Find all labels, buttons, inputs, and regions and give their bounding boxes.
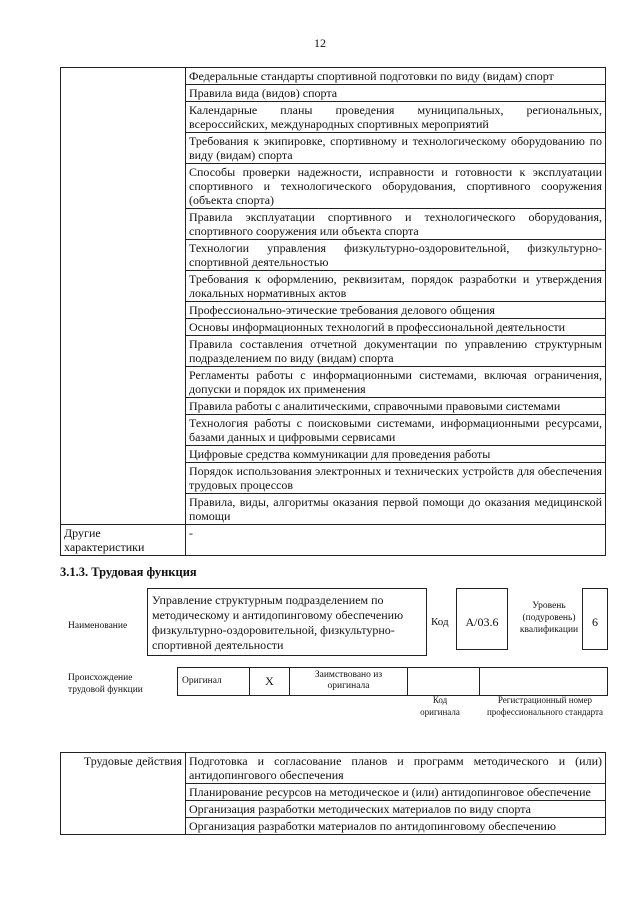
table-cell: Способы проверки надежности, исправности и готовности к эксплуатации спортивного и технологического оборудования, спортивного сооружения (объекта спорта) xyxy=(186,164,606,209)
function-name-label: Наименование xyxy=(68,621,128,631)
table-cell: Правила составления отчетной документации по управлению структурным подразделением по виду (видам) спорта xyxy=(186,336,606,367)
function-name-box: Управление структурным подразделением по методическому и антидопинговому обеспечению физкультурно-оздоровительной, физкультурно-спортивной деятельности xyxy=(147,588,427,656)
other-characteristics-value: - xyxy=(186,525,606,556)
other-characteristics-label: Другие характеристики xyxy=(61,525,186,556)
code-original-label: Код оригинала xyxy=(420,695,460,717)
origin-code-cell xyxy=(408,668,480,696)
code-label: Код xyxy=(431,616,449,628)
knowledge-table xyxy=(60,67,606,556)
table-cell: Правила работы с аналитическими, справочными правовыми системами xyxy=(186,398,606,415)
code-box: A/03.6 xyxy=(456,588,508,650)
table-cell: Регламенты работы с информационными системами, включая ограничения, допуски и порядок их применения xyxy=(186,367,606,398)
reg-number-label: Регистрационный номер профессионального стандарта xyxy=(486,695,604,717)
table-row xyxy=(178,668,608,696)
table-cell: Требования к экипировке, спортивному и технологическому оборудованию по виду (видам) спорта xyxy=(186,133,606,164)
knowledge-label-cell xyxy=(61,68,186,525)
table-cell: Правила эксплуатации спортивного и технологического оборудования, спортивного сооружения или объекта спорта xyxy=(186,209,606,240)
table-row xyxy=(61,68,606,85)
table-cell: Правила, виды, алгоритмы оказания первой помощи до оказания медицинской помощи xyxy=(186,494,606,525)
actions-label: Трудовые действия xyxy=(61,753,186,835)
table-cell: Федеральные стандарты спортивной подготовки по виду (видам) спорт xyxy=(186,68,606,85)
table-cell: Профессионально-этические требования делового общения xyxy=(186,302,606,319)
section-title: 3.1.3. Трудовая функция xyxy=(60,565,197,579)
level-label: Уровень (подуровень) квалификации xyxy=(519,601,579,635)
origin-mark-cell: X xyxy=(250,668,290,696)
table-cell: Требования к оформлению, реквизитам, порядок разработки и утверждения локальных нормативных актов xyxy=(186,271,606,302)
origin-original-cell: Оригинал xyxy=(178,668,250,696)
origin-table xyxy=(177,667,608,696)
table-cell: Правила вида (видов) спорта xyxy=(186,85,606,102)
table-cell: Цифровые средства коммуникации для проведения работы xyxy=(186,446,606,463)
table-cell: Организация разработки методических материалов по виду спорта xyxy=(186,801,606,818)
table-cell: Порядок использования электронных и технических устройств для обеспечения трудовых процессов xyxy=(186,463,606,494)
level-box: 6 xyxy=(582,588,608,650)
origin-reg-cell xyxy=(480,668,608,696)
table-cell: Технологии управления физкультурно-оздоровительной, физкультурно-спортивной деятельностью xyxy=(186,240,606,271)
table-cell: Подготовка и согласование планов и программ методического и (или) антидопингового обеспечения xyxy=(186,753,606,784)
page-number: 12 xyxy=(314,36,326,50)
table-cell: Организация разработки материалов по антидопинговому обеспечению xyxy=(186,818,606,835)
table-cell: Технология работы с поисковыми системами, информационными ресурсами, базами данных и цифровыми сервисами xyxy=(186,415,606,446)
origin-label: Происхождение трудовой функции xyxy=(68,673,143,695)
table-row xyxy=(61,753,606,784)
table-cell: Календарные планы проведения муниципальных, региональных, всероссийских, международных спортивных мероприятий xyxy=(186,102,606,133)
table-row xyxy=(61,525,606,556)
table-cell: Основы информационных технологий в профессиональной деятельности xyxy=(186,319,606,336)
actions-table xyxy=(60,752,606,835)
origin-borrowed-cell: Заимствовано из оригинала xyxy=(290,668,408,696)
table-cell: Планирование ресурсов на методическое и (или) антидопинговое обеспечение xyxy=(186,784,606,801)
